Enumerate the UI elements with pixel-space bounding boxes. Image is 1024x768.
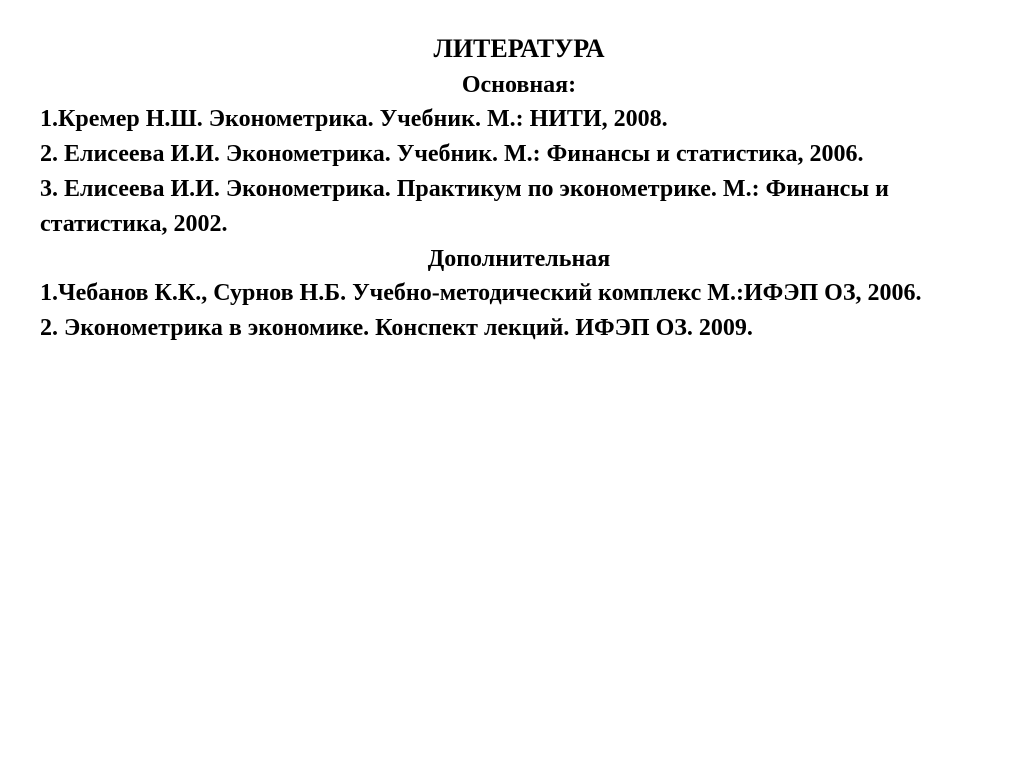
reference-item: 1.Кремер Н.Ш. Эконометрика. Учебник. М.: НИТИ, 2008. (40, 106, 668, 132)
reference-item: 1.Чебанов К.К., Сурнов Н.Б. Учебно-методический комплекс М.:ИФЭП ОЗ, 2006. (40, 280, 922, 306)
literature-content (40, 32, 980, 346)
page-title: ЛИТЕРАТУРА (433, 34, 605, 63)
additional-section-heading: Дополнительная (427, 246, 611, 272)
additional-references-list (40, 276, 980, 346)
main-section-heading: Основная: (461, 72, 577, 98)
reference-item: 2. Елисеева И.И. Эконометрика. Учебник. М.: Финансы и статистика, 2006. (40, 141, 864, 167)
reference-item: 3. Елисеева И.И. Эконометрика. Практикум по эконометрике. М.: Финансы и статистика, 2002. (40, 176, 889, 237)
reference-item: 2. Эконометрика в экономике. Конспект лекций. ИФЭП ОЗ. 2009. (40, 315, 753, 341)
main-references-list (40, 102, 980, 242)
